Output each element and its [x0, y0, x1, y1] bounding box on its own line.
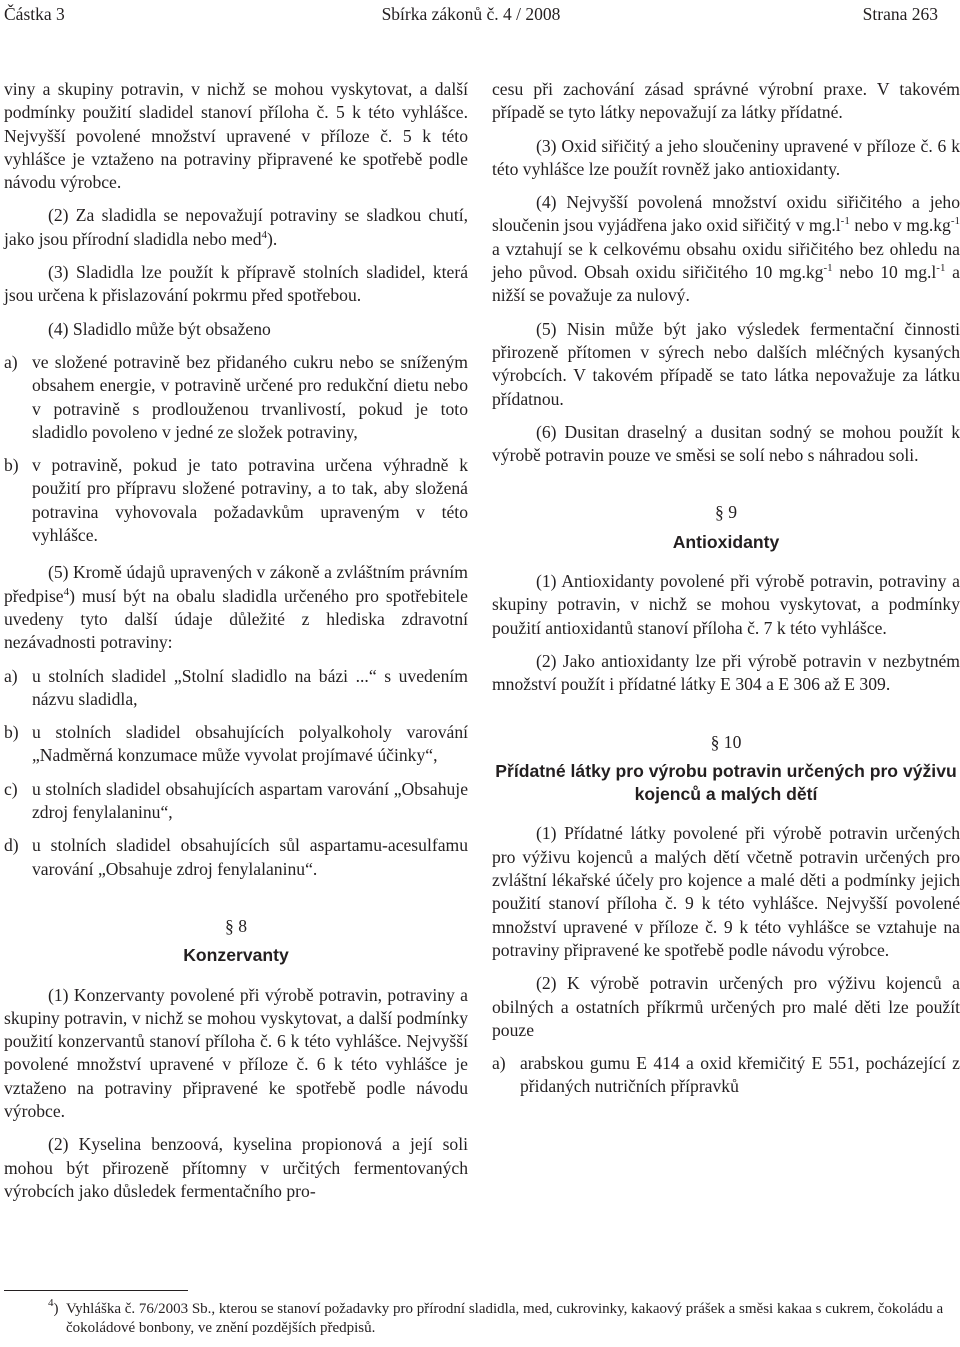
paragraph-2 — [4, 204, 468, 251]
exponent: -1 — [950, 215, 960, 228]
list-item — [4, 778, 468, 825]
list-item — [4, 665, 468, 712]
section-title: Antioxidanty — [672, 531, 780, 552]
section-number: § 9 — [715, 502, 737, 523]
section-heading-8 — [4, 915, 468, 968]
paragraph-5-tail: ) musí být na obalu sladidla určeného pro spotřebitele uvedeny tyto další údaje důležité z hlediska zdravotní nezávadnosti potraviny: — [4, 585, 468, 653]
section-heading-10 — [492, 731, 960, 807]
list-item-label: a) — [4, 665, 18, 686]
footnote-label-tail: ) — [53, 1301, 59, 1317]
exponent: -1 — [840, 215, 850, 228]
list-item-text: u stolních sladidel obsahujících aspartam varování „Obsahuje zdroj fenylalaninu“, — [32, 778, 468, 823]
paragraph-4-text: nebo 10 mg.l — [832, 262, 937, 283]
section-9-paragraph-2: (2) Jako antioxidanty lze při výrobě potravin v nezbytném množství použít i přídatné látky E 304 a E 306 až E 309. — [492, 650, 960, 695]
paragraph-5 — [4, 561, 468, 654]
paragraph-continuation: cesu při zachování zásad správné výrobní praxe. V takovém případě se tyto látky nepovažují za látky přídatné. — [492, 79, 960, 123]
paragraph-4: (4) Sladidlo může být obsaženo — [48, 318, 271, 339]
exponent: -1 — [823, 262, 833, 275]
paragraph-2-text: (2) Za sladidla se nepovažují potraviny se sladkou chutí, jako jsou přírodní sladidla nebo med — [4, 205, 468, 249]
section-title: Přídatné látky pro výrobu potravin určených pro výživu kojenců a malých dětí — [495, 760, 957, 805]
section-8-paragraph-2: (2) Kyselina benzoová, kyselina propionová a její soli mohou být přirozeně přítomny v určitých fermentovaných výrobcích jako důsledek fermentačního pro- — [4, 1134, 468, 1201]
list-item-label: a) — [492, 1053, 506, 1074]
section-number: § 8 — [225, 915, 247, 936]
section-number: § 10 — [710, 731, 742, 752]
paragraph-5: (5) Nisin může být jako výsledek fermentační činnosti přirozeně přítomen v sýrech nebo dalších mléčných kysaných výrobcích. V takovém případě se tato látka nepovažuje za látku přídatnou. — [492, 318, 960, 409]
paragraph-4-text: a vztahují se k celkovému obsahu oxidu siřičitého bez ohledu na jeho původ. Obsah oxidu siřičitého 10 mg.kg — [492, 238, 960, 283]
paragraph-4-text: a nižší se považuje za nulový. — [492, 262, 960, 306]
footnote-divider — [4, 1290, 188, 1291]
header-collection: Sbírka zákonů č. 4 / 2008 — [381, 4, 561, 24]
section-heading-9 — [492, 501, 960, 554]
header-part: Částka 3 — [4, 4, 65, 24]
list-item — [4, 454, 468, 547]
list-item — [492, 1052, 960, 1099]
list-item-text: arabskou gumu E 414 a oxid křemičitý E 551, pocházející z přidaných nutričních přípravků — [520, 1053, 960, 1097]
paragraph-6: (6) Dusitan draselný a dusitan sodný se mohou použít k výrobě potravin pouze ve směsi se solí nebo s náhradou soli. — [492, 421, 960, 466]
exponent: -1 — [936, 262, 946, 275]
footnote-ref: 4 — [261, 228, 268, 241]
paragraph-3: (3) Oxid siřičitý a jeho sloučeniny upravené v příloze č. 6 k této vyhlášce lze použít rovněž jako antioxidanty. — [492, 135, 960, 179]
paragraph-5-text: (5) Kromě údajů upravených v zákoně a zvláštním právním předpise — [4, 562, 468, 606]
list-item-text: u stolních sladidel obsahujících sůl aspartamu-acesulfamu varování „Obsahuje zdroj fenylalaninu“. — [32, 835, 468, 879]
footnote-number: 4 — [48, 1297, 54, 1309]
section-title: Konzervanty — [183, 945, 289, 966]
list-item — [4, 351, 468, 444]
footnote-text: Vyhláška č. 76/2003 Sb., kterou se stanoví požadavky pro přírodní sladidla, med, cukrovinky, kakaový prášek a směsi kakaa s cukrem, čokoládu a čokoládové bonbony, ve znění pozdějších předpisů. — [66, 1301, 944, 1336]
header-page-number: Strana 263 — [862, 4, 938, 24]
list-item-label: a) — [4, 351, 18, 372]
section-10-paragraph-2: (2) K výrobě potravin určených pro výživu kojenců a obilných a ostatních příkrmů určených pro malé děti lze použít pouze — [492, 973, 960, 1040]
paragraph-2-tail: ). — [267, 228, 278, 249]
list-item — [4, 834, 468, 881]
list-item-text: ve složené potravině bez přidaného cukru nebo se sníženým obsahem energie, v potravině určené pro redukční dietu nebo v potravině s prodlouženou trvanlivostí, pokud je toto sladidlo povoleno v jedné ze složek potraviny, — [32, 351, 468, 442]
footnote-label — [48, 1297, 59, 1319]
list-item-text: u stolních sladidel „Stolní sladidlo na bázi ...“ s uvedením názvu sladidla, — [32, 665, 468, 709]
footnote-ref: 4 — [63, 585, 70, 598]
section-9-paragraph-1: (1) Antioxidanty povolené při výrobě potravin, potraviny a skupiny potravin, v nichž se mohou vyskytovat, a podmínky použití antioxidantů stanoví příloha č. 7 k této vyhlášce. — [492, 571, 960, 638]
list-item-text: v potravině, pokud je tato potravina určena výhradně k použití pro přípravu složené potraviny, a to tak, aby složená potravina vyhovovala požadavkům upraveným v této vyhlášce. — [32, 455, 468, 546]
paragraph-continuation: viny a skupiny potravin, v nichž se mohou vyskytovat, a další podmínky použití sladidel stanoví příloha č. 5 k této vyhlášce. Nejvyšší povolené množství upravené v příloze č. 5 k této vyhlášce je vztaženo na potraviny připravené ke spotřebě podle návodu výrobce. — [4, 79, 468, 193]
list-item-label: c) — [4, 778, 18, 799]
paragraph-4-text: (4) Nejvyšší povolená množství oxidu siřičitého a jeho sloučenin jsou vyjádřena jako oxid siřičitý v mg.l — [492, 192, 960, 236]
list-item-label: b) — [4, 455, 19, 476]
section-8-paragraph-1: (1) Konzervanty povolené při výrobě potravin, potraviny a skupiny potravin, v nichž se mohou vyskytovat, a další podmínky použití konzervantů stanoví příloha č. 6 k této vyhlášce. Nejvyšší povolené množství upravené v příloze č. 6 k této vyhlášce je vztaženo na potraviny připravené ke spotřebě podle návodu výrobce. — [4, 984, 468, 1121]
paragraph-3: (3) Sladidla lze použít k přípravě stolních sladidel, která jsou určena k přislazování pokrmu před spotřebou. — [4, 262, 468, 306]
list-item-text: u stolních sladidel obsahujících polyalkoholy varování „Nadměrná konzumace může vyvolat projímavé účinky“, — [32, 722, 468, 766]
left-column — [4, 78, 468, 1213]
paragraph-4 — [492, 191, 960, 307]
list-item-label: d) — [4, 835, 19, 856]
page-header — [4, 4, 938, 28]
list-item-label: b) — [4, 722, 19, 743]
paragraph-4-text: nebo v mg.kg — [849, 215, 951, 236]
right-column — [492, 78, 960, 1109]
section-10-paragraph-1: (1) Přídatné látky povolené při výrobě potravin určených pro výživu kojenců a malých dětí včetně potravin určených pro zvláštní lékařské účely pro kojence a malé děti a podmínky jejich použití stanoví příloha č. 9 k této vyhlášce. Nejvyšší povolené množství upravené v příloze č. 9 k této vyhlášce se vztahuje na potraviny připravené ke spotřebě podle návodu výrobce. — [492, 823, 960, 960]
list-item — [4, 721, 468, 768]
footnote — [4, 1297, 956, 1338]
